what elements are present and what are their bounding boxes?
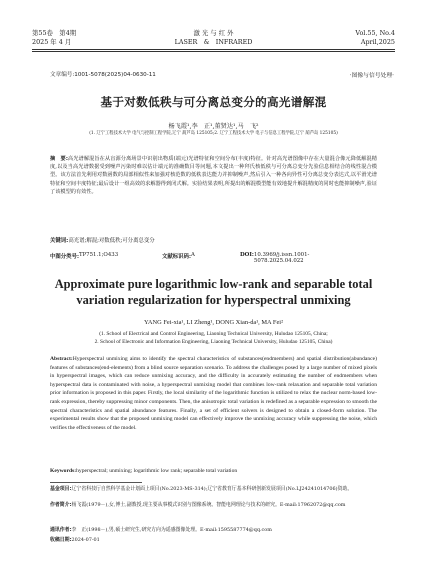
abstract-en-label: Abstract: <box>50 356 73 362</box>
title-en: Approximate pure logarithmic low-rank and separable total variation regularization for hyperspectral unmixing <box>54 277 373 307</box>
abstract-cn <box>50 155 377 196</box>
journal-name-en: LASER & INFRARED <box>174 38 253 46</box>
author-bio-text: 杨飞霞(1979－),女,博士,副教授,现主要从事模式识别与图像系统、智能电网理论与技术的研究。E-mail: <box>71 502 298 508</box>
journal-name-cn: 激 光 与 红 外 <box>193 29 234 37</box>
funding-label: 基金项目: <box>50 486 72 492</box>
header-rule-thin <box>32 51 395 52</box>
affiliation-en-2: 2. School of Electronic and Information Engineering, Liaoning Technical University, Huludao 125105, China) <box>94 339 333 345</box>
funding-text: 辽宁省科技厅自然科学基金计划面上项目(No.2023-MS-314);辽宁省教育厅基本科研创新发展项目(No.LJ24241014706)资助。 <box>71 486 353 492</box>
keywords-cn <box>50 238 377 245</box>
doi-group <box>240 252 310 264</box>
keywords-en-label: Keywords: <box>50 468 77 474</box>
date-en: April,2025 <box>360 38 395 46</box>
footnote-rule <box>50 482 142 483</box>
article-number: 文章编号:1001-5078(2025)04-0630-11 <box>50 72 156 78</box>
author-email: 17962072@qq.com <box>297 502 346 508</box>
keywords-cn-label: 关键词: <box>50 238 69 244</box>
footnote-received <box>50 537 377 544</box>
authors-cn: 杨飞霞¹,李 正¹,董贤达¹,马 飞² <box>168 123 259 130</box>
received-date: 2024-07-01 <box>71 537 100 543</box>
abstract-cn-label: 摘 要: <box>50 156 68 162</box>
doc-code-group <box>162 252 195 260</box>
volume-en: Vol.55, No.4 <box>355 29 395 37</box>
received-label: 收稿日期: <box>50 537 72 543</box>
affiliations-cn: (1. 辽宁工程技术大学 电气与控制工程学院,辽宁 葫芦岛 125105;2. 辽宁工程技术大学 电子与信息工程学院,辽宁 葫芦岛 125105) <box>89 131 338 136</box>
footnote-funding <box>50 486 377 493</box>
keywords-en-text: hyperspectral; unmixing; logarithmic low rank; separable total variation <box>76 468 238 474</box>
doc-code-value: A <box>190 252 195 258</box>
abstract-cn-text: 高光谱解混旨在从盲源分离场景中识别出物质(端元)光谱特征和空间分布(丰度)特征。针对高光谱图像中存在大量混合像元降低解混精度,以及当高光谱数据受到噪声污染时难以估计端元的准确数目等问题,本文提出一种拜氏核低秩与可分离总变分先验信息相结合的线性混合模型。该方法首先利用对数函数的局部相似性来加强对核范数的低秩表达能力并抑制噪声,然后引入一种各向异性可分离总变分表达式,以平滑光谱特征和空间丰度特征;最后设计一组高效的求解器得到闭式解。实验结果表明,所提出的解混模型能有效地提升解混精度的同时也能抑制噪声,验证了该模型的有效性。 <box>50 156 377 195</box>
clc-value: TP751.1;O433 <box>78 252 119 258</box>
keywords-cn-text: 高光谱;解混;对数低秩;可分离总变分 <box>68 238 155 244</box>
doi-label: DOI: <box>240 252 254 258</box>
affiliation-en-1: (1. School of Electrical and Control Engineering, Liaoning Technical University, Huludao 125105, China; <box>99 331 328 337</box>
doc-code-label: 文献标识码: <box>162 254 191 260</box>
affiliations-en <box>0 330 427 346</box>
footnote-corresponding <box>50 527 377 534</box>
abstract-en-text: Hyperspectral unmixing aims to identify the spectral characteristics of substances(endmembers) and spatial distribution(abundance) features of substances(end-elements) from a blind source separation scenario. To address the challenges posed by a large number of mixed pixels in hyperspectral images, which can reduce unmixing accuracy, and the difficulty in accurately estimating the number of endmembers when hyperspectral data is contaminated with noise, a hyperspectral unmixing model that combines low-rank relaxation and separable total variation prior information is proposed in this paper. Firstly, the local similarity of the logarithmic function is utilized to relax the nuclear norm-based low-rank expression, thereby suppressing minor components. Then, the anisotropic total variation is redefined as a separable expression to smooth the spectral characteristics and spatial abundance features. Finally, a set of efficient solvers is designed to obtain a closed-form solution. The experimental results show that the proposed unmixing model can effectively improve the unmixing accuracy while suppressing the noise, which verifies the effectiveness of the model. <box>50 356 377 431</box>
authors-en: YANG Fei-xia¹, LI Zheng¹, DONG Xian-da¹, MA Fei² <box>143 319 283 326</box>
volume-cn: 第55卷 第4期 <box>32 29 77 37</box>
corresponding-label: 通讯作者: <box>50 527 72 533</box>
header-rule <box>32 49 395 50</box>
clc-label: 中图分类号: <box>50 254 79 260</box>
keywords-en <box>50 468 377 474</box>
footnote-author <box>50 502 377 509</box>
section-label: ·图像与信号处理· <box>349 73 394 79</box>
abstract-en <box>50 355 377 432</box>
corresponding-text: 李 正(1998－),男,硕士研究生,研究方向为遥感图像处理。E-mail:1595587774@qq.com <box>71 527 272 533</box>
author-bio-label: 作者简介: <box>50 502 72 508</box>
title-cn: 基于对数低秩与可分离总变分的高光谱解混 <box>100 95 327 109</box>
clc-group <box>50 252 119 260</box>
date-cn: 2025 年 4 月 <box>32 38 72 46</box>
doi-value: 10.3969/j.issn.1001-5078.2025.04.022 <box>253 252 310 264</box>
